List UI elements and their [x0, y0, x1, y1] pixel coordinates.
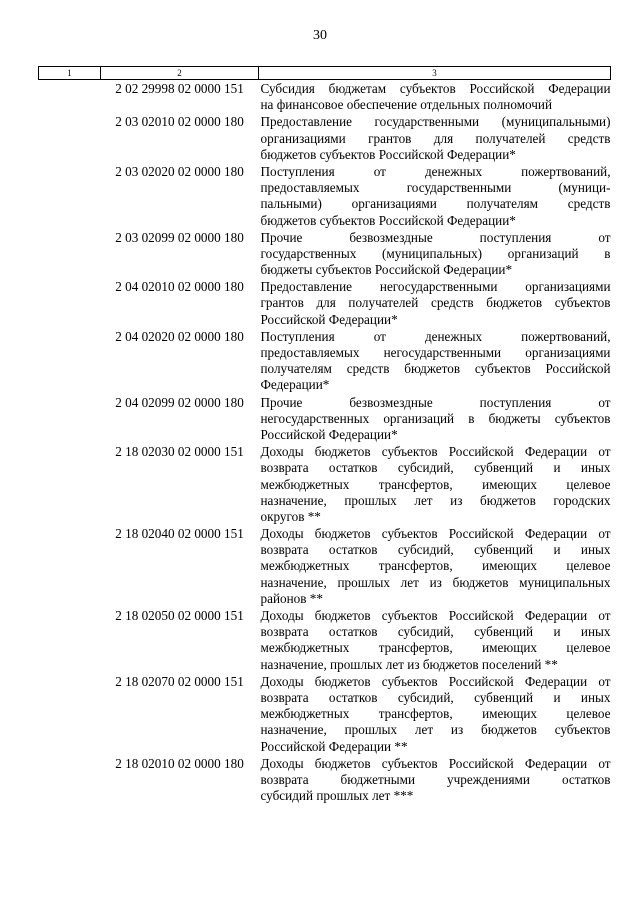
empty-cell [39, 525, 101, 607]
description-line: возврата остатков субсидий, субвенций и иных [260, 460, 611, 476]
description-line: Российской Федерации ** [260, 738, 408, 754]
budget-code: 2 18 02070 02 0000 151 [115, 673, 244, 689]
budget-code: 2 04 02099 02 0000 180 [115, 394, 244, 410]
description-line: межбюджетных трансфертов, имеющих целевое [260, 476, 611, 492]
description-line: Российской Федерации* [260, 426, 398, 442]
description-line: Доходы бюджетов субъектов Российской Федерации от [260, 444, 611, 460]
description-line: межбюджетных трансфертов, имеющих целевое [260, 706, 611, 722]
budget-code: 2 04 02020 02 0000 180 [115, 328, 244, 344]
table-row [39, 394, 611, 444]
table-row [39, 80, 611, 114]
description-line: государственных (муниципальных) организаций в [260, 245, 611, 261]
budget-code: 2 18 02040 02 0000 151 [115, 526, 244, 542]
description-line: районов ** [260, 590, 323, 606]
income-description [259, 163, 611, 229]
description-line: возврата бюджетными учреждениями остатков [260, 771, 611, 787]
income-description [259, 673, 611, 755]
budget-code: 2 18 02010 02 0000 180 [115, 755, 244, 771]
description-line: Прочие безвозмездные поступления от [260, 394, 611, 410]
empty-cell [39, 394, 101, 444]
income-description [259, 80, 611, 114]
description-line: пальными) организациями получателям средств [260, 196, 611, 212]
description-line: грантов для получателей средств бюджетов субъектов [260, 295, 611, 311]
description-line: бюджетов субъектов Российской Федерации* [260, 212, 516, 228]
income-description [259, 755, 611, 805]
description-line: межбюджетных трансфертов, имеющих целевое [260, 558, 611, 574]
description-line: Доходы бюджетов субъектов Российской Федерации от [260, 673, 611, 689]
description-line: возврата остатков субсидий, субвенций и иных [260, 624, 611, 640]
empty-cell [39, 80, 101, 114]
budget-code: 2 18 02030 02 0000 151 [115, 444, 244, 460]
budget-code: 2 04 02010 02 0000 180 [115, 279, 244, 295]
description-line: Доходы бюджетов субъектов Российской Федерации от [260, 526, 611, 542]
income-description [259, 328, 611, 394]
empty-cell [39, 673, 101, 755]
description-line: Поступления от денежных пожертвований, [260, 163, 611, 179]
empty-cell [39, 607, 101, 673]
description-line: межбюджетных трансфертов, имеющих целевое [260, 640, 611, 656]
table-row [39, 607, 611, 673]
description-line: Федерации* [260, 377, 330, 393]
description-line: на финансовое обеспечение отдельных полномочий [260, 97, 553, 113]
table-row [39, 755, 611, 805]
empty-cell [39, 278, 101, 328]
budget-code: 2 03 02099 02 0000 180 [115, 229, 244, 245]
income-description [259, 394, 611, 444]
description-line: субсидий прошлых лет *** [260, 788, 414, 804]
empty-cell [39, 229, 101, 279]
income-description [259, 525, 611, 607]
column-2-header: 2 [101, 67, 259, 80]
description-line: Прочие безвозмездные поступления от [260, 229, 611, 245]
table-row [39, 278, 611, 328]
description-line: предоставляемых государственными (муници- [260, 180, 611, 196]
description-line: возврата остатков субсидий, субвенций и иных [260, 689, 611, 705]
description-line: организациями грантов для получателей средств [260, 130, 611, 146]
description-line: получателям средств бюджетов субъектов Российской [260, 361, 611, 377]
description-line: Предоставление государственными (муниципальными) [260, 114, 611, 130]
description-line: возврата остатков субсидий, субвенций и иных [260, 542, 611, 558]
table-row [39, 673, 611, 755]
income-description [259, 278, 611, 328]
table-row [39, 443, 611, 525]
description-line: бюджетов субъектов Российской Федерации* [260, 146, 516, 162]
description-line: Предоставление негосударственными организациями [260, 279, 611, 295]
table-row [39, 328, 611, 394]
income-description [259, 443, 611, 525]
empty-cell [39, 113, 101, 163]
description-line: бюджеты субъектов Российской Федерации* [260, 262, 513, 278]
description-line: Доходы бюджетов субъектов Российской Федерации от [260, 755, 611, 771]
income-description [259, 229, 611, 279]
column-number-row [39, 67, 611, 80]
budget-code: 2 02 29998 02 0000 151 [115, 81, 244, 96]
empty-cell [39, 755, 101, 805]
table-row [39, 163, 611, 229]
description-line: Поступления от денежных пожертвований, [260, 328, 611, 344]
description-line: назначение, прошлых лет из бюджетов субъектов [260, 722, 611, 738]
budget-code: 2 18 02050 02 0000 151 [115, 608, 244, 623]
description-line: назначение, прошлых лет из бюджетов городских [260, 492, 611, 508]
table-row [39, 229, 611, 279]
empty-cell [39, 163, 101, 229]
table-row [39, 113, 611, 163]
description-line: негосударственных организаций в бюджеты субъектов [260, 410, 611, 426]
budget-codes-table [38, 66, 611, 804]
column-1-header: 1 [39, 67, 101, 80]
page-number: 30 [313, 28, 327, 43]
empty-cell [39, 443, 101, 525]
description-line: Субсидия бюджетам субъектов Российской Федерации [260, 81, 611, 96]
empty-cell [39, 328, 101, 394]
income-description [259, 113, 611, 163]
description-line: назначение, прошлых лет из бюджетов поселений ** [260, 656, 558, 672]
description-line: назначение, прошлых лет из бюджетов муниципальных [260, 574, 611, 590]
budget-code: 2 03 02010 02 0000 180 [115, 114, 244, 130]
column-3-header: 3 [259, 67, 611, 80]
description-line: Российской Федерации* [260, 311, 398, 327]
description-line: округов ** [260, 508, 321, 524]
description-line: предоставляемых негосударственными организациями [260, 345, 611, 360]
table-row [39, 525, 611, 607]
budget-code: 2 03 02020 02 0000 180 [115, 163, 244, 179]
description-line: Доходы бюджетов субъектов Российской Федерации от [260, 608, 611, 623]
income-description [259, 607, 611, 673]
